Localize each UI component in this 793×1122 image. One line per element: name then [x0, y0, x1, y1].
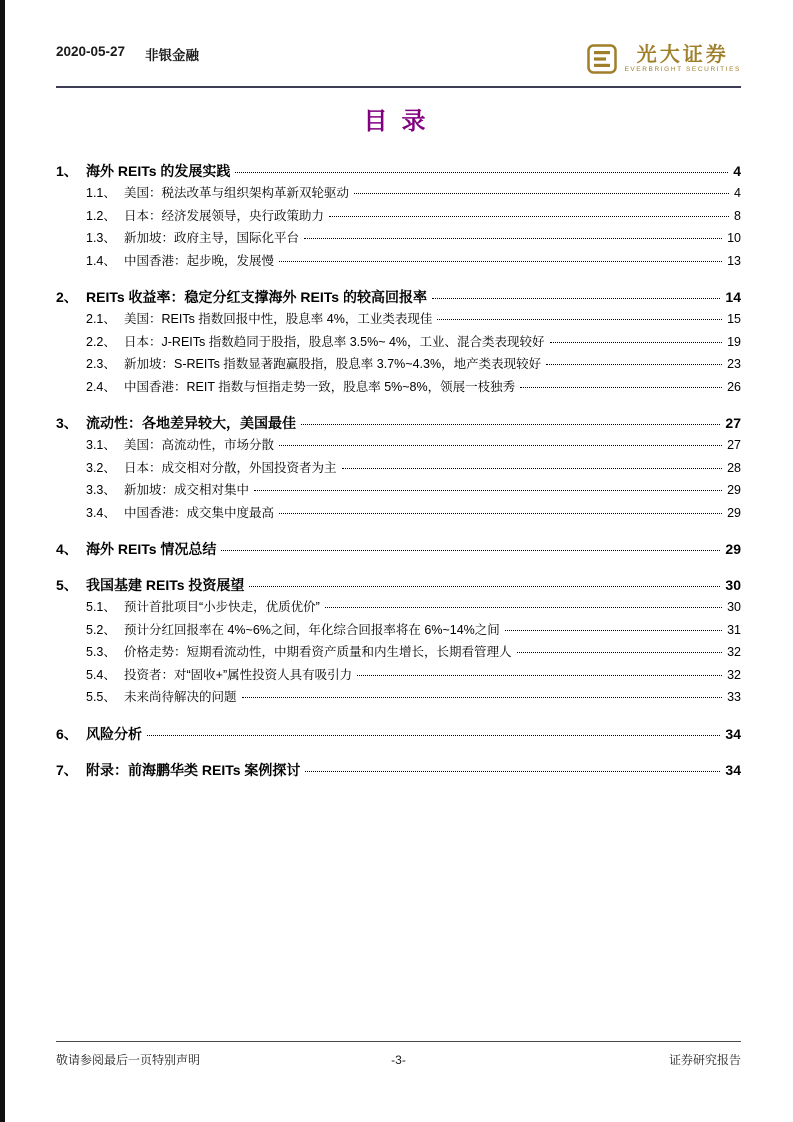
toc-entry[interactable] [56, 664, 741, 687]
dot-leader [304, 238, 722, 239]
toc-entry-page: 30 [725, 577, 741, 593]
footer-disclaimer: 敬请参阅最后一页特别声明 [56, 1053, 201, 1067]
toc-entry-page: 10 [727, 231, 741, 245]
toc-entry-label: 我国基建 REITs 投资展望 [86, 577, 245, 593]
toc-entry-page: 23 [727, 357, 741, 371]
toc-entry-page: 4 [733, 163, 741, 179]
toc-entry-number: 5.5、 [86, 690, 116, 704]
toc-entry-page: 29 [725, 541, 741, 557]
page-number: -3- [391, 1053, 406, 1067]
toc-entry-label: 美国：高流动性，市场分散 [124, 438, 275, 452]
toc-entry[interactable] [56, 457, 741, 480]
toc-entry-label: 海外 REITs 的发展实践 [86, 163, 231, 179]
toc-entry-label: 流动性：各地差异较大，美国最佳 [86, 415, 296, 431]
toc-entry-page: 31 [727, 622, 741, 637]
dot-leader [325, 607, 722, 608]
toc-entry-page: 34 [725, 725, 741, 742]
page-edge-bar [0, 0, 5, 1122]
toc-entry[interactable] [56, 596, 741, 619]
toc-entry-number: 5、 [56, 577, 78, 593]
toc-entry-page: 29 [727, 483, 741, 497]
toc-entry-page: 27 [725, 415, 741, 431]
footer-divider [56, 1041, 741, 1042]
dot-leader [301, 424, 720, 425]
toc-entry-page: 33 [727, 690, 741, 704]
toc-entry-page: 19 [727, 334, 741, 349]
toc-entry[interactable] [56, 502, 741, 525]
toc-entry[interactable] [56, 723, 741, 745]
toc-entry-page: 8 [734, 208, 741, 223]
toc-entry-page: 28 [727, 460, 741, 475]
toc-entry-page: 29 [727, 505, 741, 520]
header-meta [56, 44, 199, 74]
footer-report-type: 证券研究报告 [668, 1053, 741, 1067]
dot-leader [520, 387, 722, 388]
dot-leader [517, 652, 723, 653]
toc-entry-page: 4 [734, 186, 741, 200]
report-date: 2020-05-27 [56, 44, 126, 59]
toc-entry[interactable] [56, 331, 741, 354]
toc-entry[interactable] [56, 182, 741, 205]
toc-entry-number: 1.4、 [86, 253, 116, 268]
toc-entry-number: 2.4、 [86, 379, 116, 394]
page-header [56, 44, 741, 74]
toc-entry-number: 7、 [56, 761, 78, 778]
toc-entry[interactable] [56, 250, 741, 273]
toc-entry-number: 5.2、 [86, 622, 116, 637]
toc-entry-label: 日本：经济发展领导，央行政策助力 [124, 208, 325, 223]
toc-entry-label: 价格走势：短期看流动性，中期看资产质量和内生增长，长期看管理人 [124, 645, 512, 659]
toc-entry-label: 投资者：对“固收+”属性投资人具有吸引力 [124, 667, 353, 682]
dot-leader [279, 513, 722, 514]
toc-entry-page: 30 [727, 600, 741, 614]
toc-entry[interactable] [56, 538, 741, 560]
toc-entry-label: 未来尚待解决的问题 [124, 690, 237, 704]
dot-leader [254, 490, 722, 491]
toc-entry[interactable] [56, 412, 741, 434]
dot-leader [357, 675, 722, 676]
toc-entry[interactable] [56, 686, 741, 709]
toc-entry-number: 1、 [56, 163, 78, 179]
table-of-contents [56, 146, 741, 781]
toc-entry[interactable] [56, 641, 741, 664]
toc-entry[interactable] [56, 227, 741, 250]
dot-leader [221, 550, 720, 551]
toc-entry-label: 新加坡：政府主导，国际化平台 [124, 231, 300, 245]
page-footer [56, 1051, 741, 1068]
toc-entry-label: 美国：REITs 指数回报中性，股息率 4%，工业类表现佳 [124, 312, 433, 326]
toc-entry-label: 中国香港：起步晚，发展慢 [124, 253, 275, 268]
toc-entry[interactable] [56, 160, 741, 182]
toc-entry-number: 5.1、 [86, 600, 116, 614]
toc-entry-number: 2、 [56, 289, 78, 305]
brand-logo [587, 44, 741, 74]
toc-entry-number: 3.2、 [86, 460, 116, 475]
toc-entry-page: 14 [725, 289, 741, 305]
toc-entry-page: 32 [727, 667, 741, 682]
toc-entry[interactable] [56, 759, 741, 781]
toc-entry-page: 15 [727, 312, 741, 326]
toc-entry[interactable] [56, 376, 741, 399]
toc-entry-label: 日本：J-REITs 指数趋同于股指，股息率 3.5%~ 4%，工业、混合类表现较好 [124, 334, 545, 349]
toc-entry-number: 4、 [56, 541, 78, 557]
toc-entry-number: 6、 [56, 725, 78, 742]
dot-leader [305, 771, 720, 772]
toc-entry-number: 3.3、 [86, 483, 116, 497]
toc-entry-number: 3、 [56, 415, 78, 431]
toc-entry-page: 34 [725, 761, 741, 778]
toc-entry-label: 美国：税法改革与组织架构革新双轮驱动 [124, 186, 350, 200]
toc-entry-label: 新加坡：成交相对集中 [124, 483, 250, 497]
toc-entry-label: REITs 收益率：稳定分红支撑海外 REITs 的较高回报率 [86, 289, 427, 305]
header-divider [56, 86, 741, 88]
dot-leader [249, 586, 720, 587]
dot-leader [235, 172, 728, 173]
toc-title: 目 录 [363, 109, 430, 135]
toc-entry-label: 预计分红回报率在 4%~6%之间，年化综合回报率将在 6%~14%之间 [124, 622, 500, 637]
toc-entry[interactable] [56, 619, 741, 642]
toc-entry-label: 预计首批项目“小步快走，优质优价” [124, 600, 320, 614]
toc-entry-label: 新加坡：S-REITs 指数显著跑赢股指，股息率 3.7%~4.3%，地产类表现较好 [124, 357, 542, 371]
toc-entry-label: 海外 REITs 情况总结 [86, 541, 217, 557]
report-category: 非银金融 [145, 48, 200, 63]
toc-entry[interactable] [56, 308, 741, 331]
dot-leader [505, 630, 722, 631]
dot-leader [279, 261, 722, 262]
toc-entry-number: 3.1、 [86, 438, 116, 452]
toc-entry[interactable] [56, 353, 741, 376]
toc-entry-number: 2.2、 [86, 334, 116, 349]
toc-entry-label: 中国香港：REIT 指数与恒指走势一致，股息率 5%~8%，领展一枝独秀 [124, 379, 516, 394]
dot-leader [437, 319, 722, 320]
toc-entry-number: 2.3、 [86, 357, 116, 371]
toc-entry[interactable] [56, 479, 741, 502]
toc-entry-number: 2.1、 [86, 312, 116, 326]
dot-leader [354, 193, 729, 194]
brand-subtitle: EVERBRIGHT SECURITIES [624, 66, 741, 73]
toc-entry[interactable] [56, 574, 741, 596]
toc-entry-label: 日本：成交相对分散，外国投资者为主 [124, 460, 337, 475]
dot-leader [242, 697, 723, 698]
toc-entry-number: 1.2、 [86, 208, 116, 223]
dot-leader [279, 445, 722, 446]
toc-entry[interactable] [56, 286, 741, 308]
toc-entry[interactable] [56, 434, 741, 457]
dot-leader [546, 364, 722, 365]
dot-leader [329, 216, 729, 217]
toc-entry-page: 13 [727, 253, 741, 268]
toc-entry-page: 26 [727, 379, 741, 394]
toc-entry-number: 3.4、 [86, 505, 116, 520]
toc-entry-label: 风险分析 [86, 725, 142, 742]
dot-leader [147, 735, 720, 736]
toc-entry-page: 32 [727, 645, 741, 659]
toc-entry-number: 5.4、 [86, 667, 116, 682]
dot-leader [550, 342, 723, 343]
toc-entry[interactable] [56, 205, 741, 228]
toc-entry-page: 27 [727, 438, 741, 452]
toc-entry-label: 附录：前海鹏华类 REITs 案例探讨 [86, 761, 301, 778]
dot-leader [432, 298, 720, 299]
toc-entry-number: 1.3、 [86, 231, 116, 245]
brand-name: 光大证券 [636, 44, 729, 66]
everbright-logo-icon [587, 44, 617, 74]
dot-leader [342, 468, 723, 469]
brand-text [624, 44, 741, 74]
toc-entry-number: 1.1、 [86, 186, 116, 200]
toc-entry-label: 中国香港：成交集中度最高 [124, 505, 275, 520]
toc-entry-number: 5.3、 [86, 645, 116, 659]
